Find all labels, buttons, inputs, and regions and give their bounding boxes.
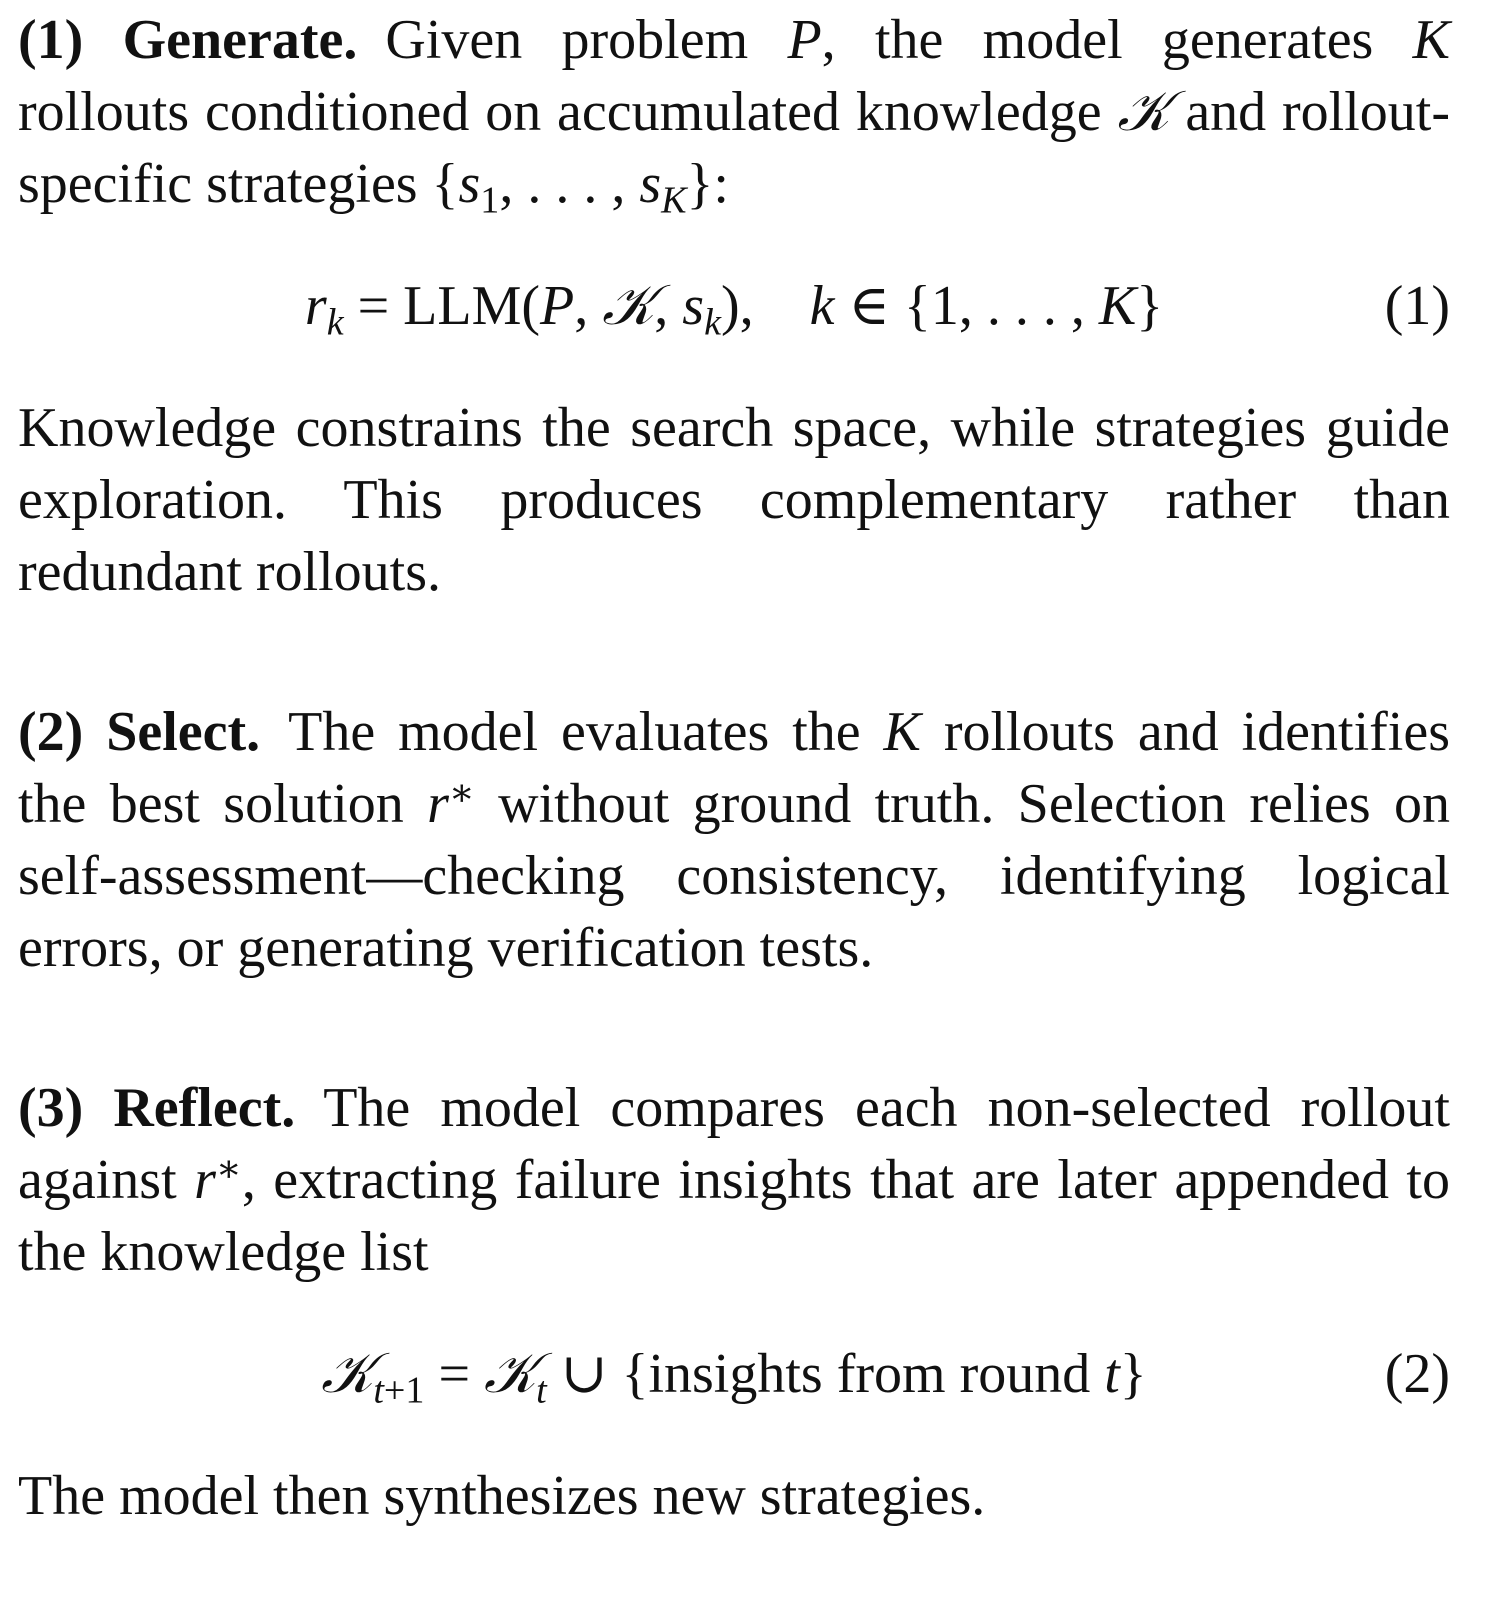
equation-1-number: (1) [1384, 275, 1450, 337]
equation-2-body: 𝒦$_{t+1}$ = 𝒦$_t$ ∪ {insights from round t} [321, 1343, 1147, 1412]
paper-excerpt [18, 0, 1450, 1532]
reflect-followup: The model then synthesizes new strategies. [18, 1465, 986, 1527]
equation-1 [18, 270, 1450, 342]
select-heading: (2) Select. [18, 701, 261, 763]
generate-paragraph: (1) Generate. Given problem P, the model generates K rollouts conditioned on accumulated knowledge 𝒦 and rollout-specific strategies {$s_1$, . . . , $s_K$}: [18, 9, 1451, 222]
select-paragraph: (2) Select. The model evaluates the K rollouts and identifies the best solution r∗ without ground truth. Selection relies on self-assessment—checking consistency, identifying logical errors, or generating verification tests. [18, 701, 1451, 979]
equation-2-number: (2) [1384, 1343, 1450, 1405]
reflect-heading: (3) Reflect. [18, 1077, 296, 1139]
equation-2 [18, 1338, 1450, 1410]
reflect-paragraph: (3) Reflect. The model compares each non-selected rollout against r∗, extracting failure insights that are later appended to the knowledge list [18, 1077, 1450, 1283]
equation-1-body: $r_k = LLM(P$, 𝒦, $s_k$), k ∈ {1, . . . , K} [304, 275, 1164, 344]
generate-followup: Knowledge constrains the search space, while strategies guide exploration. This produces complementary rather than redundant rollouts. [18, 397, 1450, 603]
generate-heading: (1) Generate. [18, 9, 358, 71]
